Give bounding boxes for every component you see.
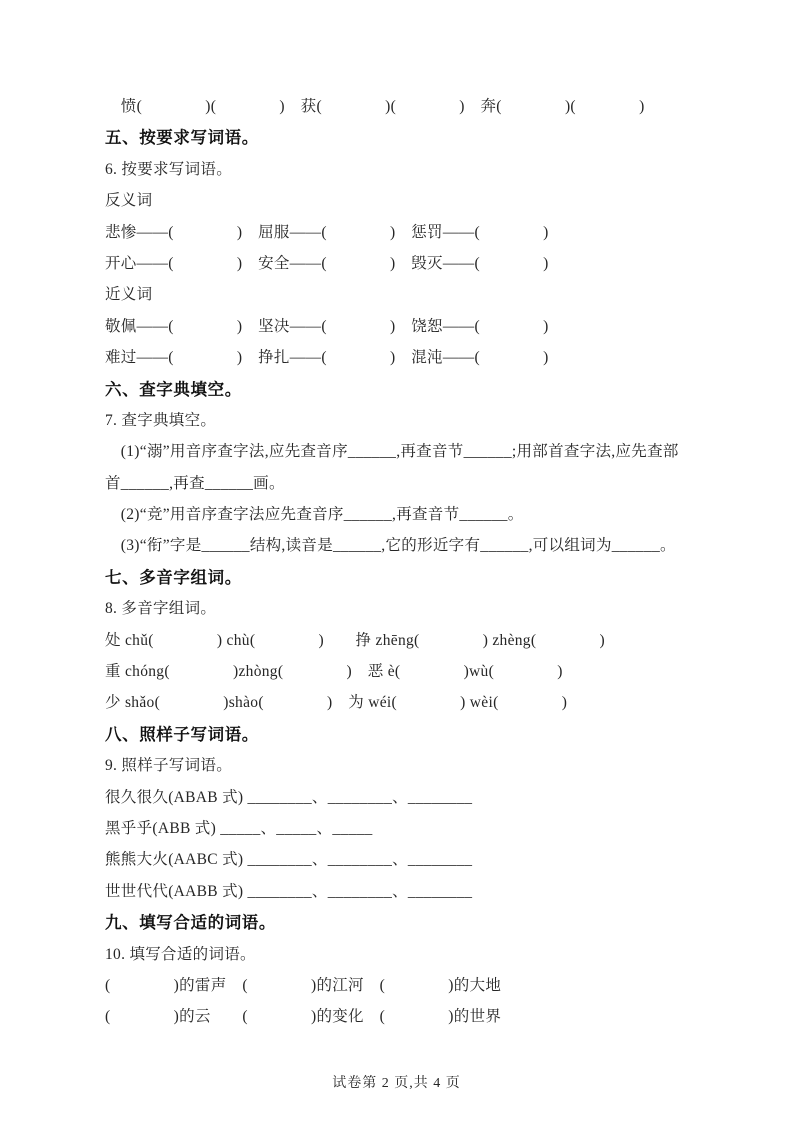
section-heading: 五、按要求写词语。 xyxy=(105,128,259,148)
question-line: 9. 照样子写词语。 xyxy=(105,757,233,775)
fill-line: 很久很久(ABAB 式) ________、________、________ xyxy=(105,788,473,806)
fill-line: (3)“衔”字是______结构,读音是______,它的形近字有______,可以组词为______。 xyxy=(105,537,676,555)
text-line: 近义词 xyxy=(105,286,153,304)
fill-line: 难过——( ) 挣扎——( ) 混沌——( ) xyxy=(105,349,549,367)
fill-line: ( )的雷声 ( )的江河 ( )的大地 xyxy=(105,976,502,994)
section-heading: 八、照样子写词语。 xyxy=(105,724,259,744)
page-number-text: 试卷第 2 页,共 4 页 xyxy=(332,1076,461,1091)
document-body xyxy=(105,91,745,1033)
fill-line: 愤( )( ) 获( )( ) 奔( )( ) xyxy=(105,98,645,115)
fill-line: 首______,再查______画。 xyxy=(105,474,285,492)
fill-line: 世世代代(AABB 式) ________、________、________ xyxy=(105,882,473,900)
fill-line: 开心——( ) 安全——( ) 毁灭——( ) xyxy=(105,254,549,272)
fill-line: ( )的云 ( )的变化 ( )的世界 xyxy=(105,1008,502,1026)
text-line: 反义词 xyxy=(105,192,153,210)
fill-line: 敬佩——( ) 坚决——( ) 饶恕——( ) xyxy=(105,317,549,335)
fill-line: (1)“溺”用音序查字法,应先查音序______,再查音节______;用部首查字法,应先查部 xyxy=(105,443,679,461)
fill-line: 熊熊大火(AABC 式) ________、________、________ xyxy=(105,851,473,869)
fill-line: (2)“竞”用音序查字法应先查音序______,再查音节______。 xyxy=(105,506,524,524)
fill-line: 悲惨——( ) 屈服——( ) 惩罚——( ) xyxy=(105,223,549,241)
section-heading: 九、填写合适的词语。 xyxy=(105,913,276,933)
fill-line: 黑乎乎(ABB 式) _____、_____、_____ xyxy=(105,819,373,837)
section-heading: 七、多音字组词。 xyxy=(105,567,242,587)
fill-line: 处 chǔ( ) chù( ) 挣 zhēng( ) zhèng( ) xyxy=(105,631,605,649)
question-line: 6. 按要求写词语。 xyxy=(105,160,233,178)
page-footer xyxy=(0,1072,793,1092)
section-heading: 六、查字典填空。 xyxy=(105,379,242,399)
question-line: 10. 填写合适的词语。 xyxy=(105,945,256,963)
question-line: 7. 查字典填空。 xyxy=(105,411,217,429)
fill-line: 少 shǎo( )shào( ) 为 wéi( ) wèi( ) xyxy=(105,694,568,712)
fill-line: 重 chóng( )zhòng( ) 恶 è( )wù( ) xyxy=(105,663,563,681)
question-line: 8. 多音字组词。 xyxy=(105,600,217,618)
